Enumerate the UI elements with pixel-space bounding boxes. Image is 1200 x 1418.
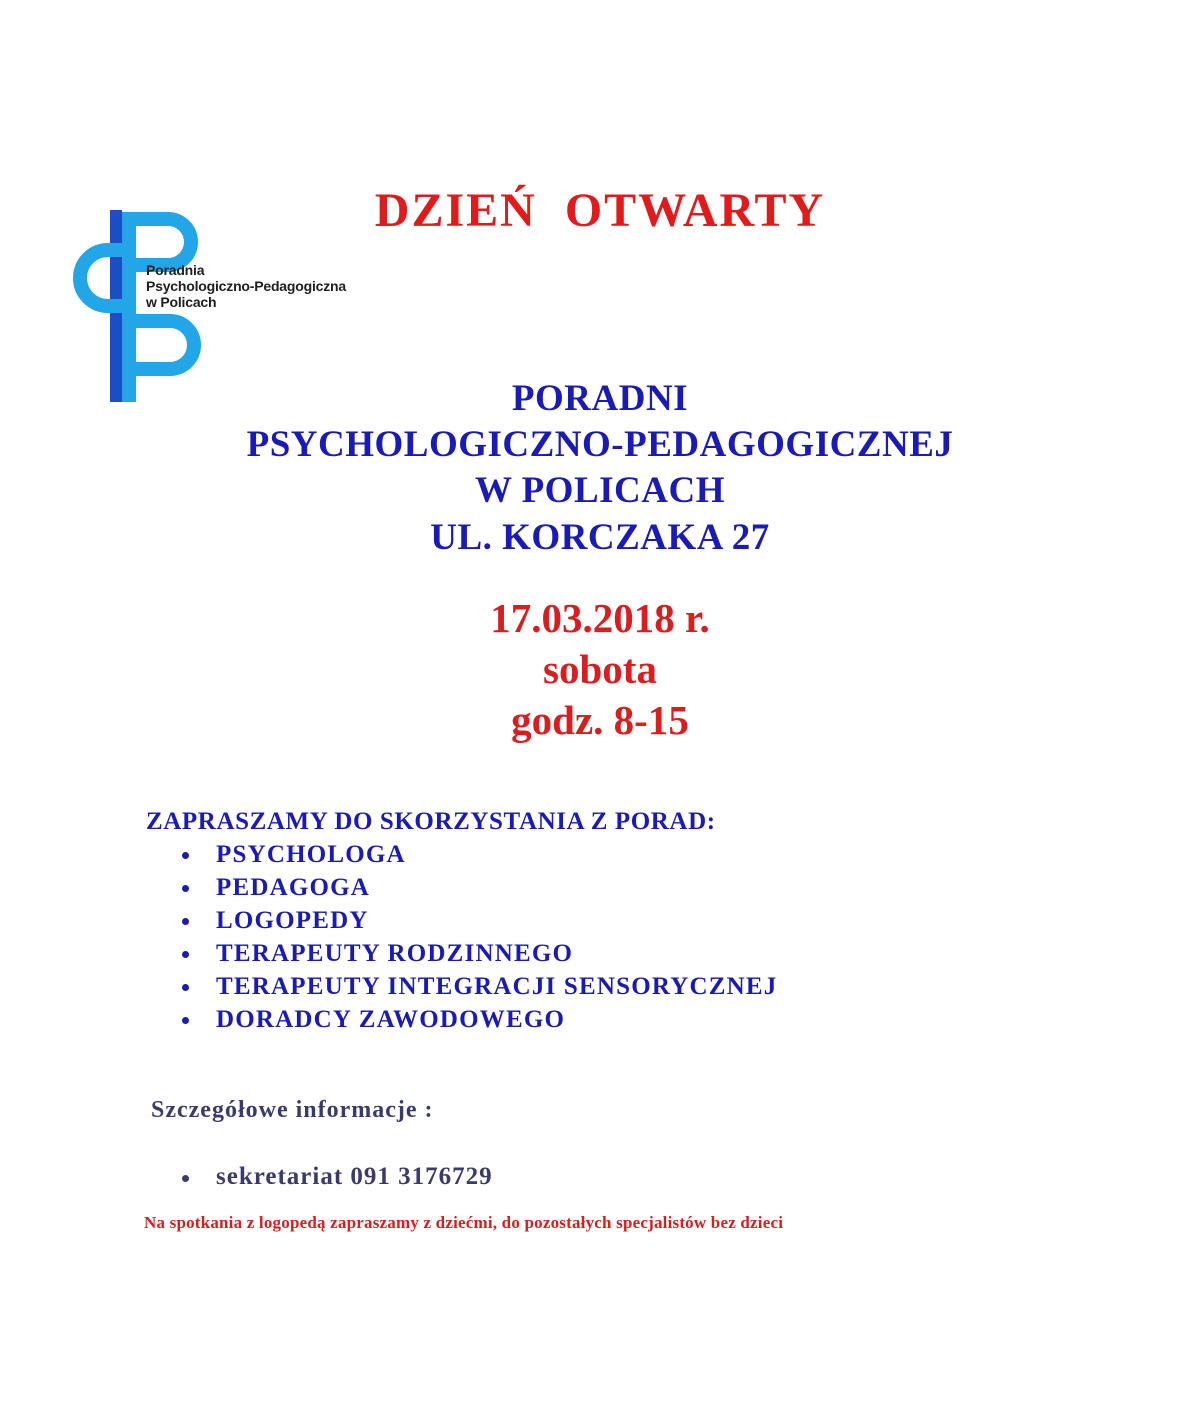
logo-line-2: Psychologiczno-Pedagogiczna: [146, 278, 346, 294]
heading-line-2: PSYCHOLOGICZNO-PEDAGOGICZNEJ: [246, 424, 954, 465]
list-item: [180, 1003, 778, 1036]
page-title: DZIEŃ OTWARTY: [374, 184, 826, 237]
logo-line-3: w Policach: [146, 294, 217, 310]
bullet-icon: [182, 885, 189, 892]
event-hours: godz. 8-15: [511, 697, 689, 743]
list-item-label: PSYCHOLOGA: [216, 841, 406, 868]
info-list: [180, 1160, 493, 1194]
list-item: [180, 838, 778, 871]
event-day: sobota: [543, 646, 657, 692]
heading-line-1: PORADNI: [511, 378, 689, 419]
list-item-label: DORADCY ZAWODOWEGO: [216, 1006, 566, 1033]
heading-line-4: UL. KORCZAKA 27: [430, 517, 770, 558]
bullet-icon: [182, 951, 189, 958]
phone-text: sekretariat 091 3176729: [216, 1163, 493, 1190]
bullet-icon: [182, 984, 189, 991]
list-item: [180, 970, 778, 1003]
list-item-label: TERAPEUTY INTEGRACJI SENSORYCZNEJ: [216, 973, 778, 1000]
event-date: 17.03.2018 r.: [490, 595, 710, 641]
bullet-icon: [182, 1175, 189, 1182]
invite-title: ZAPRASZAMY DO SKORZYSTANIA Z PORAD:: [146, 808, 716, 835]
specialists-list: [180, 838, 778, 1036]
heading-line-3: W POLICACH: [475, 470, 725, 511]
logo-text: [146, 262, 346, 310]
note-text: Na spotkania z logopedą zapraszamy z dziećmi, do pozostałych specjalistów bez dzieci: [144, 1213, 784, 1232]
list-item-label: TERAPEUTY RODZINNEGO: [216, 940, 574, 967]
bullet-icon: [182, 852, 189, 859]
list-item: [180, 904, 778, 937]
list-item: [180, 871, 778, 904]
list-item-label: LOGOPEDY: [216, 907, 369, 934]
logo-line-1: Poradnia: [146, 262, 205, 278]
list-item-label: PEDAGOGA: [216, 874, 371, 901]
bullet-icon: [182, 918, 189, 925]
info-title: Szczegółowe informacje :: [151, 1097, 434, 1123]
bullet-icon: [182, 1017, 189, 1024]
list-item: [180, 1160, 493, 1194]
list-item: [180, 937, 778, 970]
